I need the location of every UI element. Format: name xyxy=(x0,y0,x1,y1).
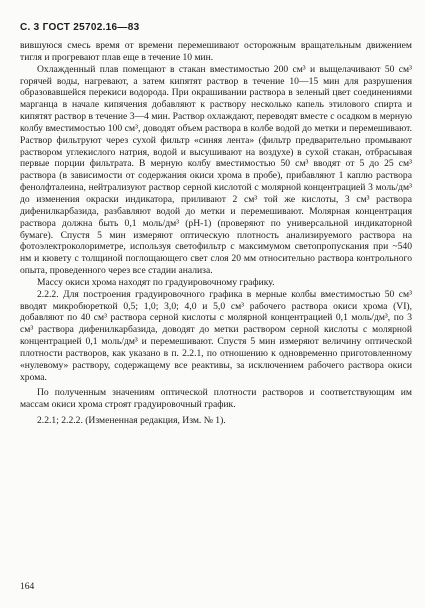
paragraph-procedure: Охлажденный плав помещают в стакан вместимостью 200 см³ и выщелачивают 50 см³ горячей воды, нагревают, а затем кипятят раствор в течение 10—15 мин для разрушения образовавшейся перекиси водорода. При окрашивании раствора в зеленый цвет соединениями марганца в начале кипячения добавляют к раствору несколько капель этилового спирта и кипятят раствор в течение 3—4 мин. Раствор охлаждают, переводят вместе с осадком в мерную колбу вместимостью 100 см³, доводят объем раствора в колбе водой до метки и перемешивают. Раствор фильтруют через сухой фильтр «синяя лента» (фильтр предварительно промывают раствором углекислого натрия, водой и высушивают на воздухе) в сухой стакан, отбрасывая первые порции фильтрата. В мерную колбу вместимостью 50 см³ вводят от 5 до 25 см³ раствора (в зависимости от содержания окиси хрома в пробе), прибавляют 1 каплю раствора фенолфталеина, нейтрализуют раствор серной кислотой с молярной концентрацией 3 моль/дм³ до изменения окраски индикатора, приливают 2 см³ той же кислоты, 3 см³ раствора дифенилкарбазида, разбавляют водой до метки и перемешивают. Молярная концентрация раствора должна быть 0,1 моль/дм³ (pH-1) (проверяют по универсальной индикаторной бумаге). Спустя 5 мин измеряют оптическую плотность анализируемого раствора на фотоэлектроколориметре, используя светофильтр с максимумом светопропускания при ~540 нм и кювету с толщиной поглощающего свет слоя 20 мм относительно раствора контрольного опыта, проведенного через все стадии анализа. xyxy=(20,63,412,277)
paragraph-section-2-2-2: 2.2.2. Для построения градуировочного графика в мерные колбы вместимостью 50 см³ вводят микробюреткой 0,5; 1,0; 3,0; 4,0 и 5,0 см³ рабочего раствора окиси хрома (VI), добавляют по 40 см³ раствора серной кислоты с молярной концентрацией 0,1 моль/дм³, по 3 см³ раствора дифенилкарбазида, доводят до метки раствором серной кислоты с молярной концентрацией 0,1 моль/дм³ и перемешивают. Спустя 5 мин измеряют величину оптической плотности растворов, как указано в п. 2.2.1, по отношению к одновременно приготовленному «нулевому» раствору, содержащему все реактивы, за исключением рабочего раствора окиси хрома. xyxy=(20,288,412,383)
paragraph-graph: По полученным значениям оптической плотности растворов и соответствующим им массам окиси хрома строят градуировочный график. xyxy=(20,387,412,411)
paragraph-mass: Массу окиси хрома находят по градуировочному графику. xyxy=(37,276,275,288)
paragraph-amendment-note: 2.2.1; 2.2.2. (Измененная редакция, Изм. № 1). xyxy=(37,415,226,427)
page-header: С. 3 ГОСТ 25702.16—83 xyxy=(20,22,140,33)
paragraph-continuation: вившуюся смесь время от времени перемешивают осторожным вращательным движением тигля и прогревают плав еще в течение 10 мин. xyxy=(20,40,412,63)
page-number: 164 xyxy=(20,582,35,592)
body-text xyxy=(20,40,412,427)
